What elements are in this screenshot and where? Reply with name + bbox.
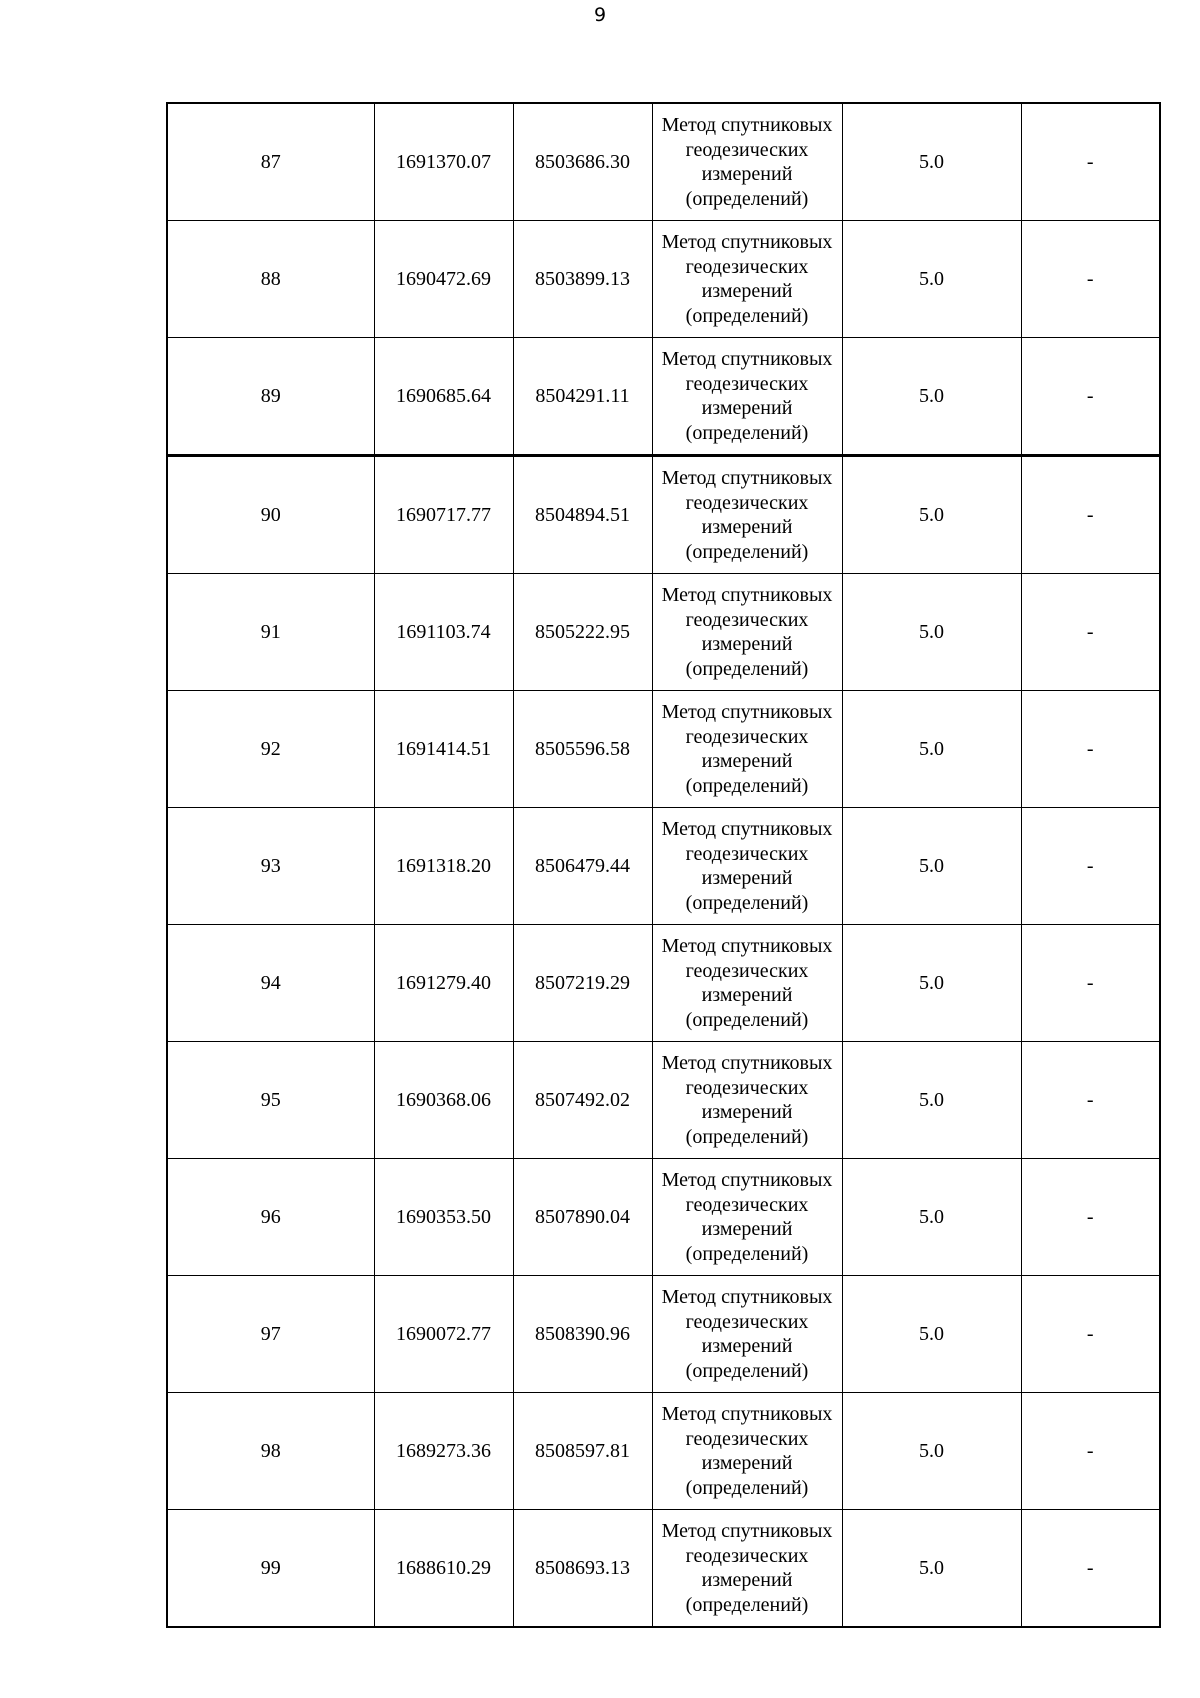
method-line: измерений bbox=[701, 397, 793, 419]
note-cell: - bbox=[1021, 221, 1160, 338]
note-cell: - bbox=[1021, 691, 1160, 808]
x-coordinate-cell: 1690472.69 bbox=[374, 221, 513, 338]
accuracy-cell: 5.0 bbox=[842, 1159, 1021, 1276]
note-cell: - bbox=[1021, 1159, 1160, 1276]
method-line: измерений bbox=[701, 163, 793, 185]
accuracy-cell: 5.0 bbox=[842, 338, 1021, 456]
method-cell bbox=[652, 574, 842, 691]
coordinates-table bbox=[166, 102, 1161, 1628]
point-number-cell: 89 bbox=[167, 338, 374, 456]
method-line: геодезических bbox=[685, 372, 809, 395]
method-line: измерений bbox=[701, 984, 793, 1006]
method-line: (определений) bbox=[685, 774, 809, 797]
table-row bbox=[167, 456, 1160, 574]
point-number-cell: 91 bbox=[167, 574, 374, 691]
method-line: геодезических bbox=[685, 1427, 809, 1450]
method-line: Метод спутниковых bbox=[661, 1286, 833, 1308]
method-line: Метод спутниковых bbox=[661, 935, 833, 957]
accuracy-cell: 5.0 bbox=[842, 691, 1021, 808]
method-line: (определений) bbox=[685, 1476, 809, 1499]
method-cell bbox=[652, 1042, 842, 1159]
method-line: геодезических bbox=[685, 1193, 809, 1216]
method-line: геодезических bbox=[685, 725, 809, 748]
method-cell bbox=[652, 691, 842, 808]
point-number-cell: 97 bbox=[167, 1276, 374, 1393]
method-cell bbox=[652, 338, 842, 456]
method-line: измерений bbox=[701, 750, 793, 772]
method-line: Метод спутниковых bbox=[661, 1169, 833, 1191]
accuracy-cell: 5.0 bbox=[842, 1042, 1021, 1159]
method-line: (определений) bbox=[685, 1593, 809, 1616]
method-cell bbox=[652, 1510, 842, 1628]
table-row bbox=[167, 1042, 1160, 1159]
method-line: измерений bbox=[701, 516, 793, 538]
x-coordinate-cell: 1690717.77 bbox=[374, 456, 513, 574]
x-coordinate-cell: 1691414.51 bbox=[374, 691, 513, 808]
table-row bbox=[167, 691, 1160, 808]
x-coordinate-cell: 1690368.06 bbox=[374, 1042, 513, 1159]
table-row bbox=[167, 925, 1160, 1042]
method-line: геодезических bbox=[685, 1310, 809, 1333]
table-row bbox=[167, 338, 1160, 456]
method-line: (определений) bbox=[685, 1008, 809, 1031]
method-line: геодезических bbox=[685, 138, 809, 161]
y-coordinate-cell: 8504291.11 bbox=[513, 338, 652, 456]
method-line: измерений bbox=[701, 867, 793, 889]
method-line: (определений) bbox=[685, 1242, 809, 1265]
method-line: Метод спутниковых bbox=[661, 231, 833, 253]
note-cell: - bbox=[1021, 1510, 1160, 1628]
y-coordinate-cell: 8505222.95 bbox=[513, 574, 652, 691]
point-number-cell: 93 bbox=[167, 808, 374, 925]
x-coordinate-cell: 1688610.29 bbox=[374, 1510, 513, 1628]
method-cell bbox=[652, 1159, 842, 1276]
method-line: (определений) bbox=[685, 1125, 809, 1148]
method-line: геодезических bbox=[685, 842, 809, 865]
point-number-cell: 94 bbox=[167, 925, 374, 1042]
table-row bbox=[167, 1159, 1160, 1276]
method-line: (определений) bbox=[685, 187, 809, 210]
note-cell: - bbox=[1021, 574, 1160, 691]
x-coordinate-cell: 1691370.07 bbox=[374, 103, 513, 221]
x-coordinate-cell: 1689273.36 bbox=[374, 1393, 513, 1510]
method-line: Метод спутниковых bbox=[661, 348, 833, 370]
x-coordinate-cell: 1690353.50 bbox=[374, 1159, 513, 1276]
method-line: (определений) bbox=[685, 1359, 809, 1382]
y-coordinate-cell: 8508597.81 bbox=[513, 1393, 652, 1510]
method-cell bbox=[652, 103, 842, 221]
method-line: Метод спутниковых bbox=[661, 584, 833, 606]
y-coordinate-cell: 8503899.13 bbox=[513, 221, 652, 338]
accuracy-cell: 5.0 bbox=[842, 1510, 1021, 1628]
method-line: геодезических bbox=[685, 959, 809, 982]
y-coordinate-cell: 8506479.44 bbox=[513, 808, 652, 925]
method-line: (определений) bbox=[685, 540, 809, 563]
method-line: (определений) bbox=[685, 891, 809, 914]
table-row bbox=[167, 574, 1160, 691]
method-cell bbox=[652, 808, 842, 925]
method-line: геодезических bbox=[685, 255, 809, 278]
accuracy-cell: 5.0 bbox=[842, 456, 1021, 574]
note-cell: - bbox=[1021, 103, 1160, 221]
method-line: измерений bbox=[701, 1452, 793, 1474]
method-line: (определений) bbox=[685, 657, 809, 680]
method-line: Метод спутниковых bbox=[661, 818, 833, 840]
accuracy-cell: 5.0 bbox=[842, 221, 1021, 338]
x-coordinate-cell: 1691103.74 bbox=[374, 574, 513, 691]
y-coordinate-cell: 8505596.58 bbox=[513, 691, 652, 808]
point-number-cell: 99 bbox=[167, 1510, 374, 1628]
method-line: геодезических bbox=[685, 608, 809, 631]
y-coordinate-cell: 8508693.13 bbox=[513, 1510, 652, 1628]
note-cell: - bbox=[1021, 1276, 1160, 1393]
table-row bbox=[167, 103, 1160, 221]
note-cell: - bbox=[1021, 925, 1160, 1042]
y-coordinate-cell: 8507890.04 bbox=[513, 1159, 652, 1276]
method-cell bbox=[652, 1393, 842, 1510]
note-cell: - bbox=[1021, 1393, 1160, 1510]
method-line: геодезических bbox=[685, 1544, 809, 1567]
point-number-cell: 95 bbox=[167, 1042, 374, 1159]
method-line: измерений bbox=[701, 633, 793, 655]
note-cell: - bbox=[1021, 338, 1160, 456]
method-line: геодезических bbox=[685, 491, 809, 514]
accuracy-cell: 5.0 bbox=[842, 925, 1021, 1042]
method-line: Метод спутниковых bbox=[661, 467, 833, 489]
method-cell bbox=[652, 221, 842, 338]
x-coordinate-cell: 1691318.20 bbox=[374, 808, 513, 925]
method-line: измерений bbox=[701, 1569, 793, 1591]
table-row bbox=[167, 1393, 1160, 1510]
method-line: измерений bbox=[701, 1218, 793, 1240]
accuracy-cell: 5.0 bbox=[842, 574, 1021, 691]
method-line: Метод спутниковых bbox=[661, 114, 833, 136]
point-number-cell: 92 bbox=[167, 691, 374, 808]
y-coordinate-cell: 8507219.29 bbox=[513, 925, 652, 1042]
accuracy-cell: 5.0 bbox=[842, 808, 1021, 925]
table-row bbox=[167, 808, 1160, 925]
y-coordinate-cell: 8507492.02 bbox=[513, 1042, 652, 1159]
point-number-cell: 88 bbox=[167, 221, 374, 338]
x-coordinate-cell: 1690072.77 bbox=[374, 1276, 513, 1393]
method-line: измерений bbox=[701, 280, 793, 302]
method-line: геодезических bbox=[685, 1076, 809, 1099]
point-number-cell: 87 bbox=[167, 103, 374, 221]
method-line: Метод спутниковых bbox=[661, 701, 833, 723]
method-cell bbox=[652, 456, 842, 574]
method-line: Метод спутниковых bbox=[661, 1403, 833, 1425]
point-number-cell: 96 bbox=[167, 1159, 374, 1276]
point-number-cell: 90 bbox=[167, 456, 374, 574]
method-cell bbox=[652, 1276, 842, 1393]
x-coordinate-cell: 1691279.40 bbox=[374, 925, 513, 1042]
table-row bbox=[167, 1276, 1160, 1393]
method-line: измерений bbox=[701, 1335, 793, 1357]
x-coordinate-cell: 1690685.64 bbox=[374, 338, 513, 456]
y-coordinate-cell: 8503686.30 bbox=[513, 103, 652, 221]
method-cell bbox=[652, 925, 842, 1042]
y-coordinate-cell: 8508390.96 bbox=[513, 1276, 652, 1393]
method-line: (определений) bbox=[685, 304, 809, 327]
page-number: 9 bbox=[593, 4, 607, 26]
accuracy-cell: 5.0 bbox=[842, 1276, 1021, 1393]
point-number-cell: 98 bbox=[167, 1393, 374, 1510]
method-line: измерений bbox=[701, 1101, 793, 1123]
method-line: Метод спутниковых bbox=[661, 1052, 833, 1074]
method-line: (определений) bbox=[685, 421, 809, 444]
method-line: Метод спутниковых bbox=[661, 1520, 833, 1542]
accuracy-cell: 5.0 bbox=[842, 1393, 1021, 1510]
note-cell: - bbox=[1021, 456, 1160, 574]
coordinates-table-body bbox=[167, 103, 1160, 1627]
table-row bbox=[167, 221, 1160, 338]
note-cell: - bbox=[1021, 1042, 1160, 1159]
table-row bbox=[167, 1510, 1160, 1628]
accuracy-cell: 5.0 bbox=[842, 103, 1021, 221]
y-coordinate-cell: 8504894.51 bbox=[513, 456, 652, 574]
note-cell: - bbox=[1021, 808, 1160, 925]
